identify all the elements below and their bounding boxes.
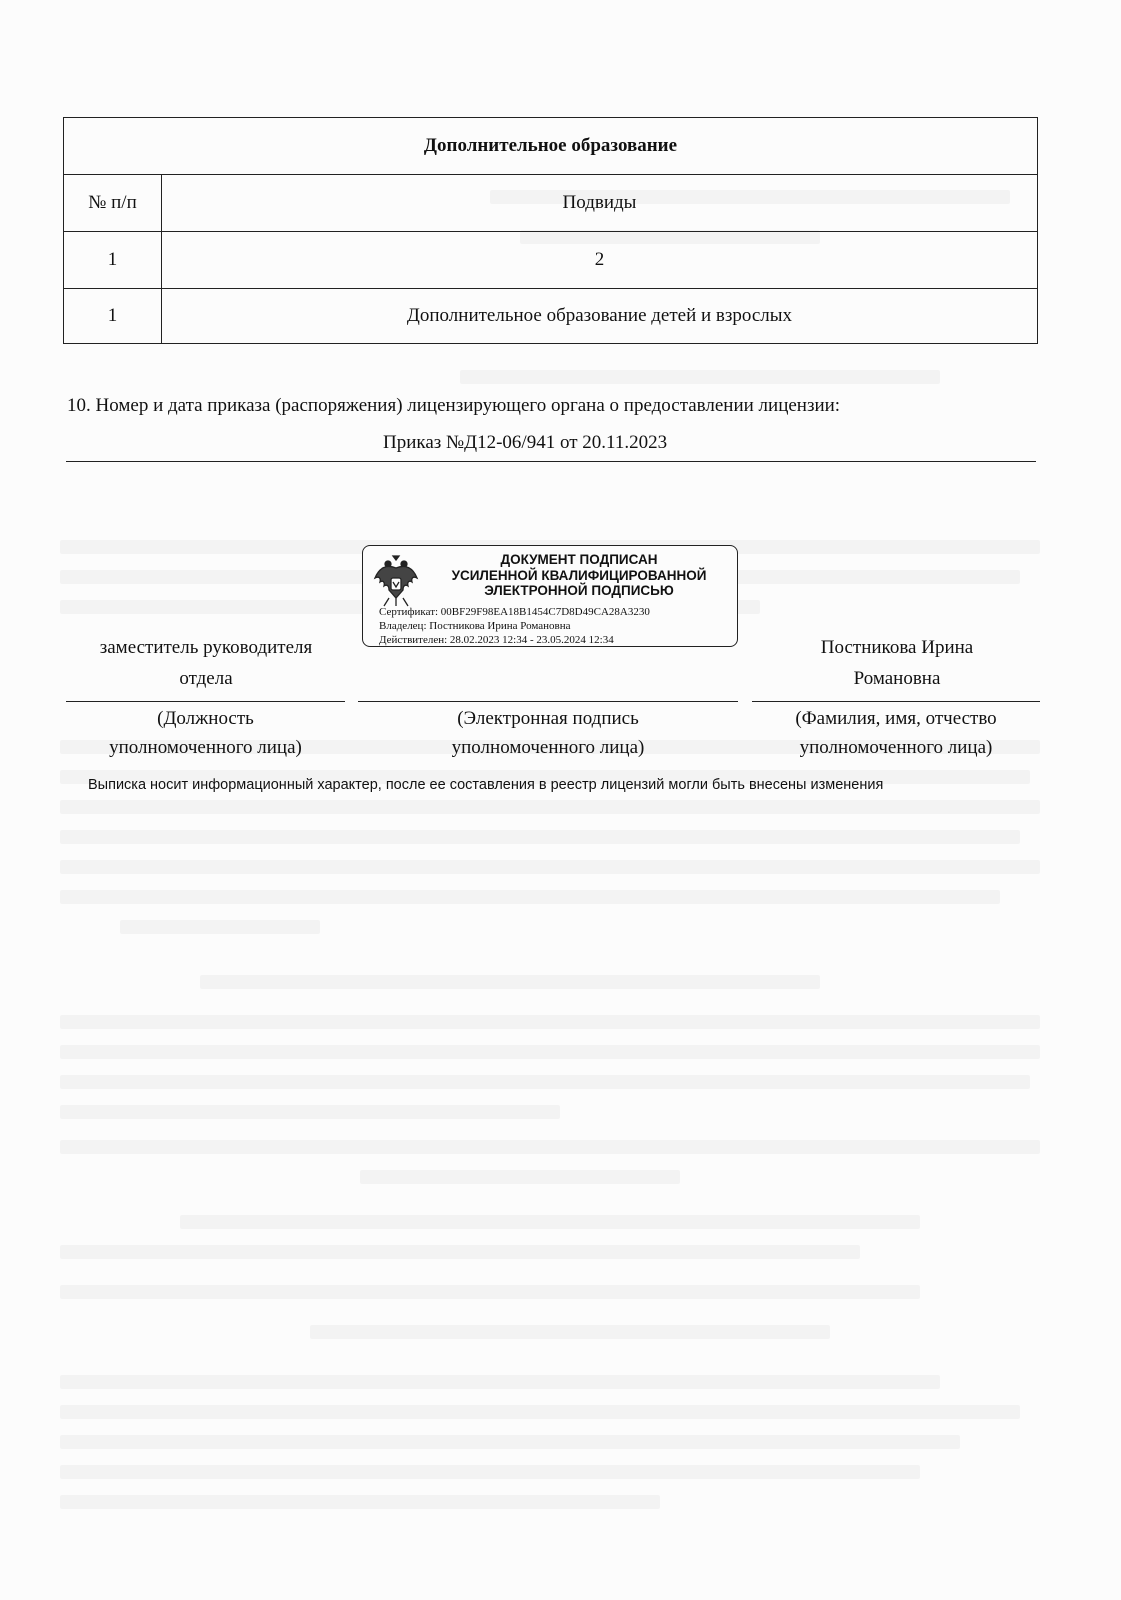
- position-underline: [66, 701, 345, 702]
- caption-position-2: уполномоченного лица): [109, 737, 302, 758]
- row-number: 1: [64, 289, 162, 344]
- name-line-2: Романовна: [853, 668, 941, 689]
- col-subtype-index: 2: [162, 232, 1038, 289]
- order-underline: [66, 461, 1036, 462]
- col-number-index: 1: [64, 232, 162, 289]
- caption-signature-1: (Электронная подпись: [457, 708, 639, 729]
- name-underline: [752, 701, 1040, 702]
- footer-note: Выписка носит информационный характер, после ее составления в реестр лицензий могли быть внесены изменения: [88, 777, 884, 793]
- stamp-title: ДОКУМЕНТ ПОДПИСАН УСИЛЕННОЙ КВАЛИФИЦИРОВАННОЙ ЭЛЕКТРОННОЙ ПОДПИСЬЮ: [451, 552, 707, 598]
- signature-underline: [358, 701, 738, 702]
- col-subtype-header: Подвиды: [162, 175, 1038, 232]
- electronic-signature-stamp: [362, 545, 738, 647]
- position-line-1: заместитель руководителя: [99, 637, 313, 658]
- stamp-certificate: Сертификат: 00BF29F98EA18B1454C7D8D49CA28A3230: [379, 606, 650, 618]
- col-number-header: № п/п: [64, 175, 162, 232]
- caption-position-1: (Должность: [157, 708, 254, 729]
- row-subtype: Дополнительное образование детей и взрослых: [162, 289, 1038, 344]
- name-line-1: Постникова Ирина: [820, 637, 974, 658]
- coat-of-arms-icon: [371, 554, 421, 610]
- section-10-label: 10. Номер и дата приказа (распоряжения) лицензирующего органа о предоставлении лицензии:: [67, 395, 841, 416]
- caption-name-1: (Фамилия, имя, отчество: [795, 708, 997, 729]
- order-number-date: Приказ №Д12-06/941 от 20.11.2023: [383, 432, 668, 453]
- caption-name-2: уполномоченного лица): [799, 737, 993, 758]
- stamp-owner: Владелец: Постникова Ирина Романовна: [379, 620, 571, 632]
- table-header: Дополнительное образование: [64, 118, 1038, 175]
- table-row: [64, 289, 1038, 344]
- caption-signature-2: уполномоченного лица): [451, 737, 645, 758]
- education-table: [63, 117, 1038, 344]
- position-line-2: отдела: [179, 668, 233, 689]
- stamp-validity: Действителен: 28.02.2023 12:34 - 23.05.2024 12:34: [379, 634, 614, 646]
